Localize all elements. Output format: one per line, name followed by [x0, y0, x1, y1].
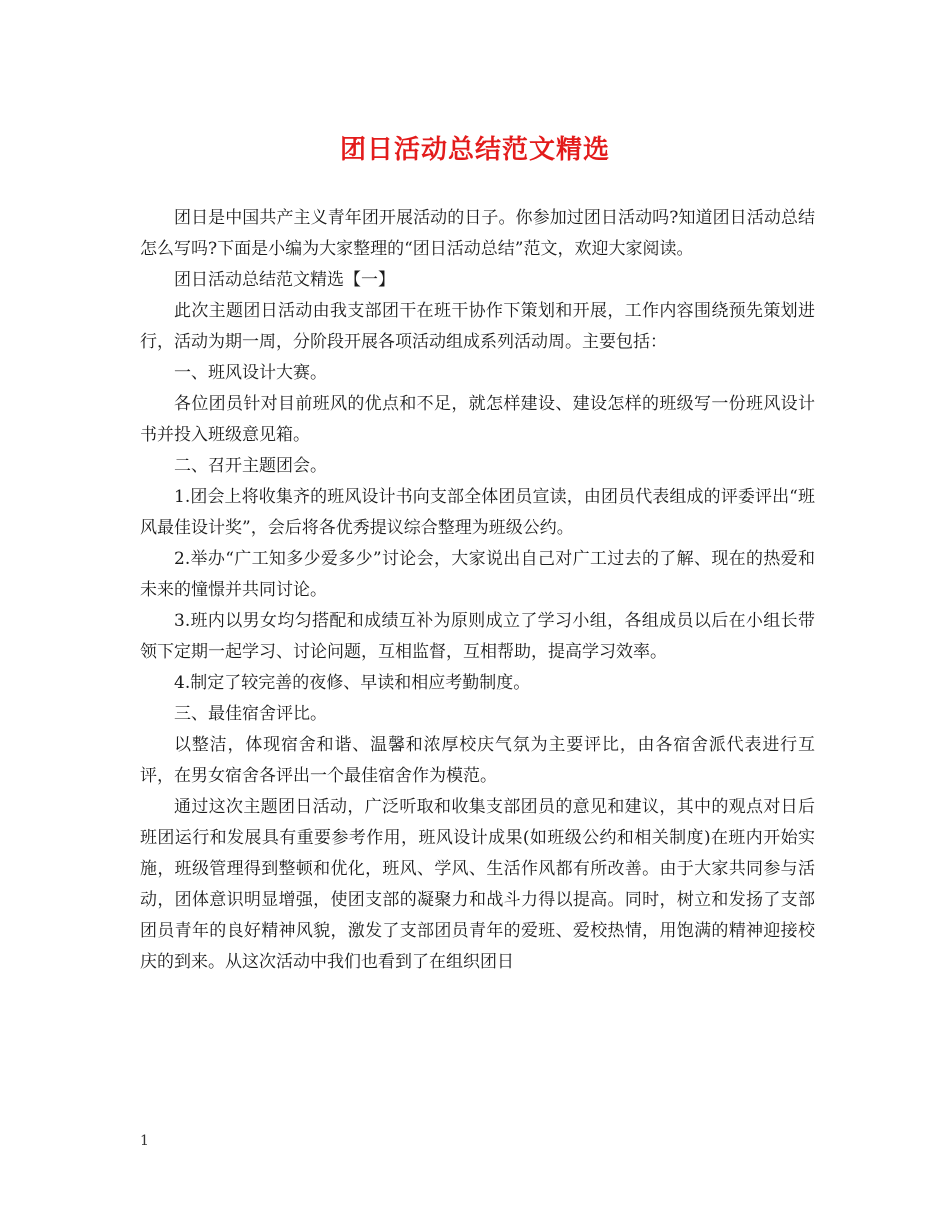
paragraph-item-2-point-4: 4.制定了较完善的夜修、早读和相应考勤制度。 [174, 673, 531, 693]
paragraph-overview: 此次主题团日活动由我支部团干在班干协作下策划和开展，工作内容围绕预先策划进行，活动为期一周，分阶段开展各项活动组成系列活动周。主要包括： [140, 301, 815, 352]
page-number: 1 [140, 1133, 149, 1149]
paragraph-item-3-body: 以整洁，体现宿舍和谐、温馨和浓厚校庆气氛为主要评比，由各宿舍派代表进行互评，在男女宿舍各评出一个最佳宿舍作为模范。 [140, 735, 815, 786]
paragraph-intro: 团日是中国共产主义青年团开展活动的日子。你参加过团日活动吗?知道团日活动总结怎么写吗?下面是小编为大家整理的“团日活动总结”范文，欢迎大家阅读。 [140, 208, 815, 259]
paragraph-section-heading: 团日活动总结范文精选【一】 [174, 270, 395, 290]
paragraph-item-2-point-1: 1.团会上将收集齐的班风设计书向支部全体团员宣读，由团员代表组成的评委评出“班风最佳设计奖”，会后将各优秀提议综合整理为班级公约。 [140, 487, 815, 538]
paragraph-item-3-heading: 三、最佳宿舍评比。 [174, 704, 327, 724]
paragraph-item-1-heading: 一、班风设计大赛。 [174, 363, 327, 383]
paragraph-item-2-point-3: 3.班内以男女均匀搭配和成绩互补为原则成立了学习小组，各组成员以后在小组长带领下定期一起学习、讨论问题，互相监督，互相帮助，提高学习效率。 [140, 611, 815, 662]
document-title: 团日活动总结范文精选 [339, 135, 610, 165]
paragraph-item-2-point-2: 2.举办“广工知多少爱多少”讨论会，大家说出自己对广工过去的了解、现在的热爱和未来的憧憬并共同讨论。 [140, 549, 815, 600]
paragraph-summary: 通过这次主题团日活动，广泛听取和收集支部团员的意见和建议，其中的观点对日后班团运行和发展具有重要参考作用，班风设计成果(如班级公约和相关制度)在班内开始实施，班级管理得到整顿和优化，班风、学风、生活作风都有所改善。由于大家共同参与活动，团体意识明显增强，使团支部的凝聚力和战斗力得以提高。同时，树立和发扬了支部团员青年的良好精神风貌，激发了支部团员青年的爱班、爱校热情，用饱满的精神迎接校庆的到来。从这次活动中我们也看到了在组织团日 [140, 797, 815, 972]
paragraph-item-1-body: 各位团员针对目前班风的优点和不足，就怎样建设、建设怎样的班级写一份班风设计书并投入班级意见箱。 [140, 394, 815, 445]
document-body [140, 203, 815, 978]
paragraph-item-2-heading: 二、召开主题团会。 [174, 456, 327, 476]
